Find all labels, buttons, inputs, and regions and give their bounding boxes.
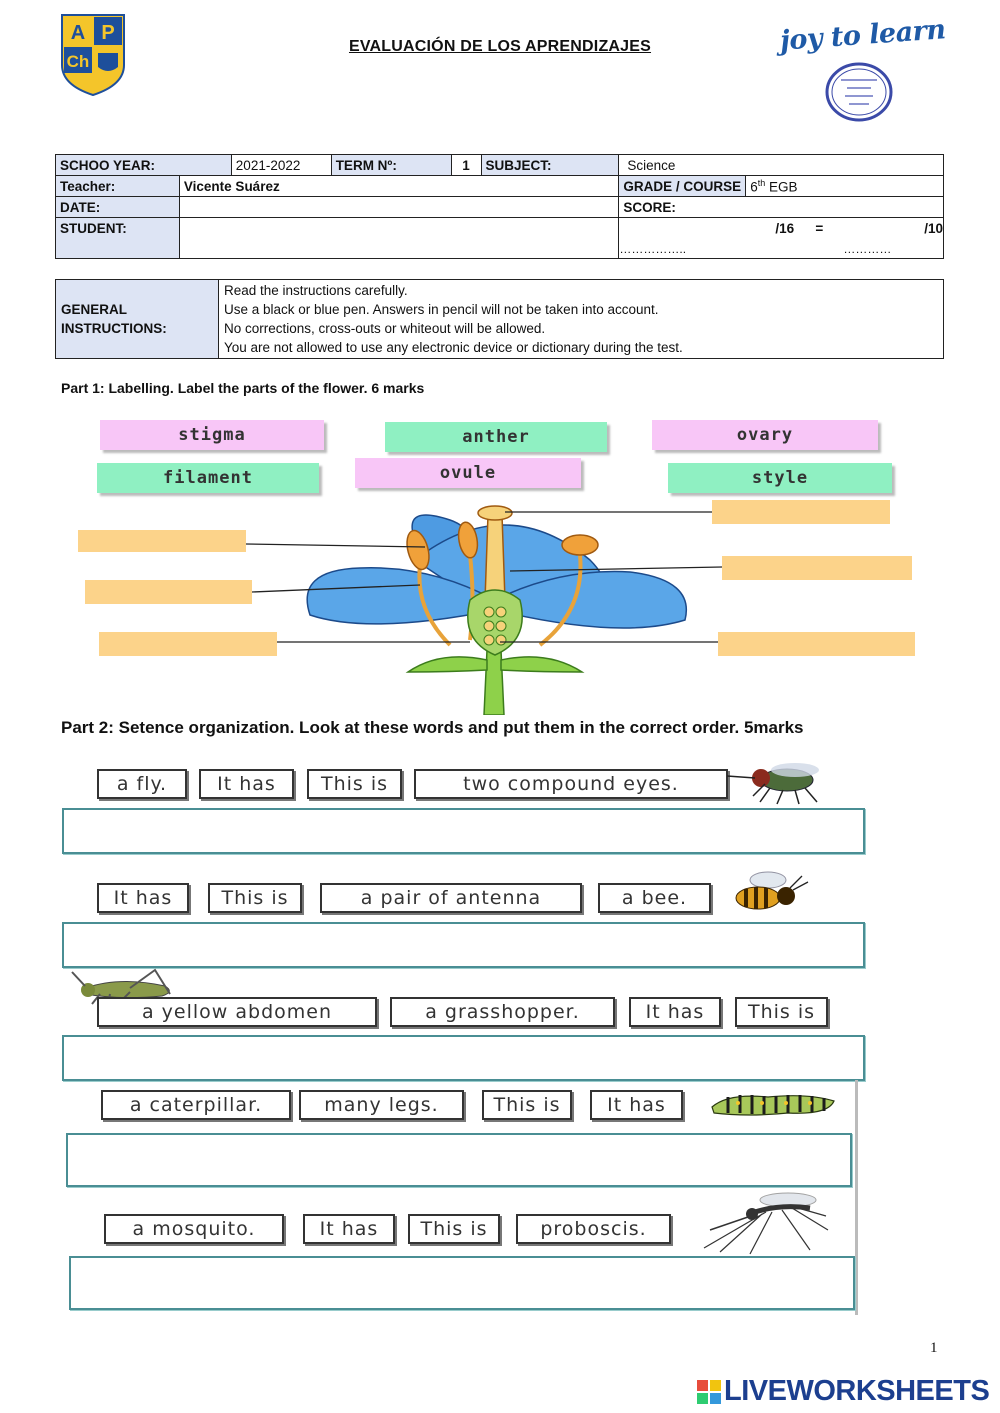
part2-title: Part 2: Setence organization. Look at these words and put them in the correct order. 5marks — [61, 718, 804, 737]
label-slot[interactable] — [722, 556, 912, 580]
date-field[interactable] — [179, 197, 618, 218]
score-label: SCORE: — [619, 197, 944, 218]
page-number: 1 — [930, 1340, 938, 1356]
word-card[interactable]: It has — [590, 1090, 683, 1120]
instructions-label: GENERAL INSTRUCTIONS: — [56, 280, 219, 359]
label-slot[interactable] — [718, 632, 915, 656]
word-card[interactable]: It has — [629, 997, 721, 1027]
date-label: DATE: — [56, 197, 180, 218]
term-value: 1 — [451, 155, 481, 176]
general-instructions-table — [55, 279, 944, 359]
word-tag-stigma[interactable]: stigma — [100, 420, 324, 450]
label-slot[interactable] — [85, 580, 252, 604]
instructions-list — [219, 280, 944, 359]
score-dots-left: …………….. — [619, 242, 687, 256]
word-card[interactable]: a bee. — [598, 883, 711, 913]
brand-joy-to-learn: joy to learn — [779, 14, 947, 57]
answer-box[interactable] — [62, 1035, 865, 1081]
word-card[interactable]: This is — [408, 1214, 500, 1244]
school-year-value: 2021-2022 — [231, 155, 331, 176]
liveworksheets-brand: LIVEWORKSHEETS — [724, 1375, 990, 1407]
word-tag-style[interactable]: style — [668, 463, 892, 493]
divider-line — [855, 1080, 858, 1315]
crest-letter-a: A — [70, 22, 86, 44]
liveworksheets-logo-icon — [697, 1380, 721, 1404]
word-tag-ovary[interactable]: ovary — [652, 420, 878, 450]
word-tag-anther[interactable]: anther — [385, 422, 607, 452]
grade-suffix: th — [757, 177, 766, 188]
word-card[interactable]: two compound eyes. — [414, 769, 728, 799]
grade-number: 6 — [750, 179, 758, 195]
fly-icon — [725, 760, 835, 805]
teacher-label: Teacher: — [56, 176, 180, 197]
subject-value: Science — [619, 155, 944, 176]
school-year-label: SCHOO YEAR: — [56, 155, 232, 176]
word-card[interactable]: a yellow abdomen — [97, 997, 377, 1027]
student-name-field[interactable] — [179, 218, 618, 259]
score-equals: = — [815, 221, 824, 236]
label-slot[interactable] — [712, 500, 890, 524]
score-over-10: /10 — [924, 221, 943, 236]
word-card[interactable]: It has — [303, 1214, 395, 1244]
answer-box[interactable] — [69, 1256, 855, 1310]
word-card[interactable]: a fly. — [97, 769, 187, 799]
teacher-value: Vicente Suárez — [179, 176, 618, 197]
word-card[interactable]: This is — [735, 997, 828, 1027]
score-dots-right: ………… — [843, 242, 892, 256]
certification-seal-icon — [825, 62, 893, 122]
student-label: STUDENT: — [56, 218, 180, 259]
document-title: EVALUACIÓN DE LOS APRENDIZAJES — [348, 38, 652, 55]
part1-title: Part 1: Labelling. Label the parts of the flower. 6 marks — [61, 380, 425, 396]
word-card[interactable]: a grasshopper. — [390, 997, 615, 1027]
subject-label: SUBJECT: — [481, 155, 619, 176]
instruction-line: Read the instructions carefully. — [224, 283, 408, 298]
word-card[interactable]: a mosquito. — [104, 1214, 284, 1244]
student-info-table — [55, 154, 944, 259]
label-slot[interactable] — [78, 530, 246, 552]
word-tag-ovule[interactable]: ovule — [355, 458, 581, 488]
bee-icon — [730, 868, 810, 918]
word-card[interactable]: This is — [482, 1090, 572, 1120]
score-over-16: /16 — [775, 221, 795, 236]
caterpillar-icon — [708, 1087, 838, 1119]
score-area — [619, 218, 944, 259]
word-card[interactable]: a caterpillar. — [101, 1090, 291, 1120]
word-card[interactable]: It has — [199, 769, 294, 799]
word-card[interactable]: This is — [208, 883, 302, 913]
instruction-line: No corrections, cross-outs or whiteout will be allowed. — [224, 321, 546, 336]
mosquito-icon — [700, 1186, 830, 1256]
word-card[interactable]: It has — [97, 883, 189, 913]
answer-box[interactable] — [62, 808, 865, 854]
grade-rest: EGB — [765, 179, 798, 195]
word-card[interactable]: many legs. — [299, 1090, 464, 1120]
instruction-line: Use a black or blue pen. Answers in pencil will not be taken into account. — [224, 302, 659, 317]
answer-box[interactable] — [66, 1133, 852, 1187]
instruction-line: You are not allowed to use any electronic device or dictionary during the test. — [224, 340, 683, 355]
word-tag-filament[interactable]: filament — [97, 463, 319, 493]
grade-label: GRADE / COURSE — [619, 176, 746, 197]
word-card[interactable]: This is — [307, 769, 402, 799]
term-label: TERM Nº: — [331, 155, 451, 176]
word-card[interactable]: a pair of antenna — [320, 883, 582, 913]
grade-value — [746, 176, 944, 197]
answer-box[interactable] — [62, 922, 865, 968]
crest-letters-ch: Ch — [66, 52, 90, 71]
word-card[interactable]: proboscis. — [516, 1214, 671, 1244]
label-slot[interactable] — [99, 632, 277, 656]
crest-letter-p: P — [101, 22, 115, 44]
